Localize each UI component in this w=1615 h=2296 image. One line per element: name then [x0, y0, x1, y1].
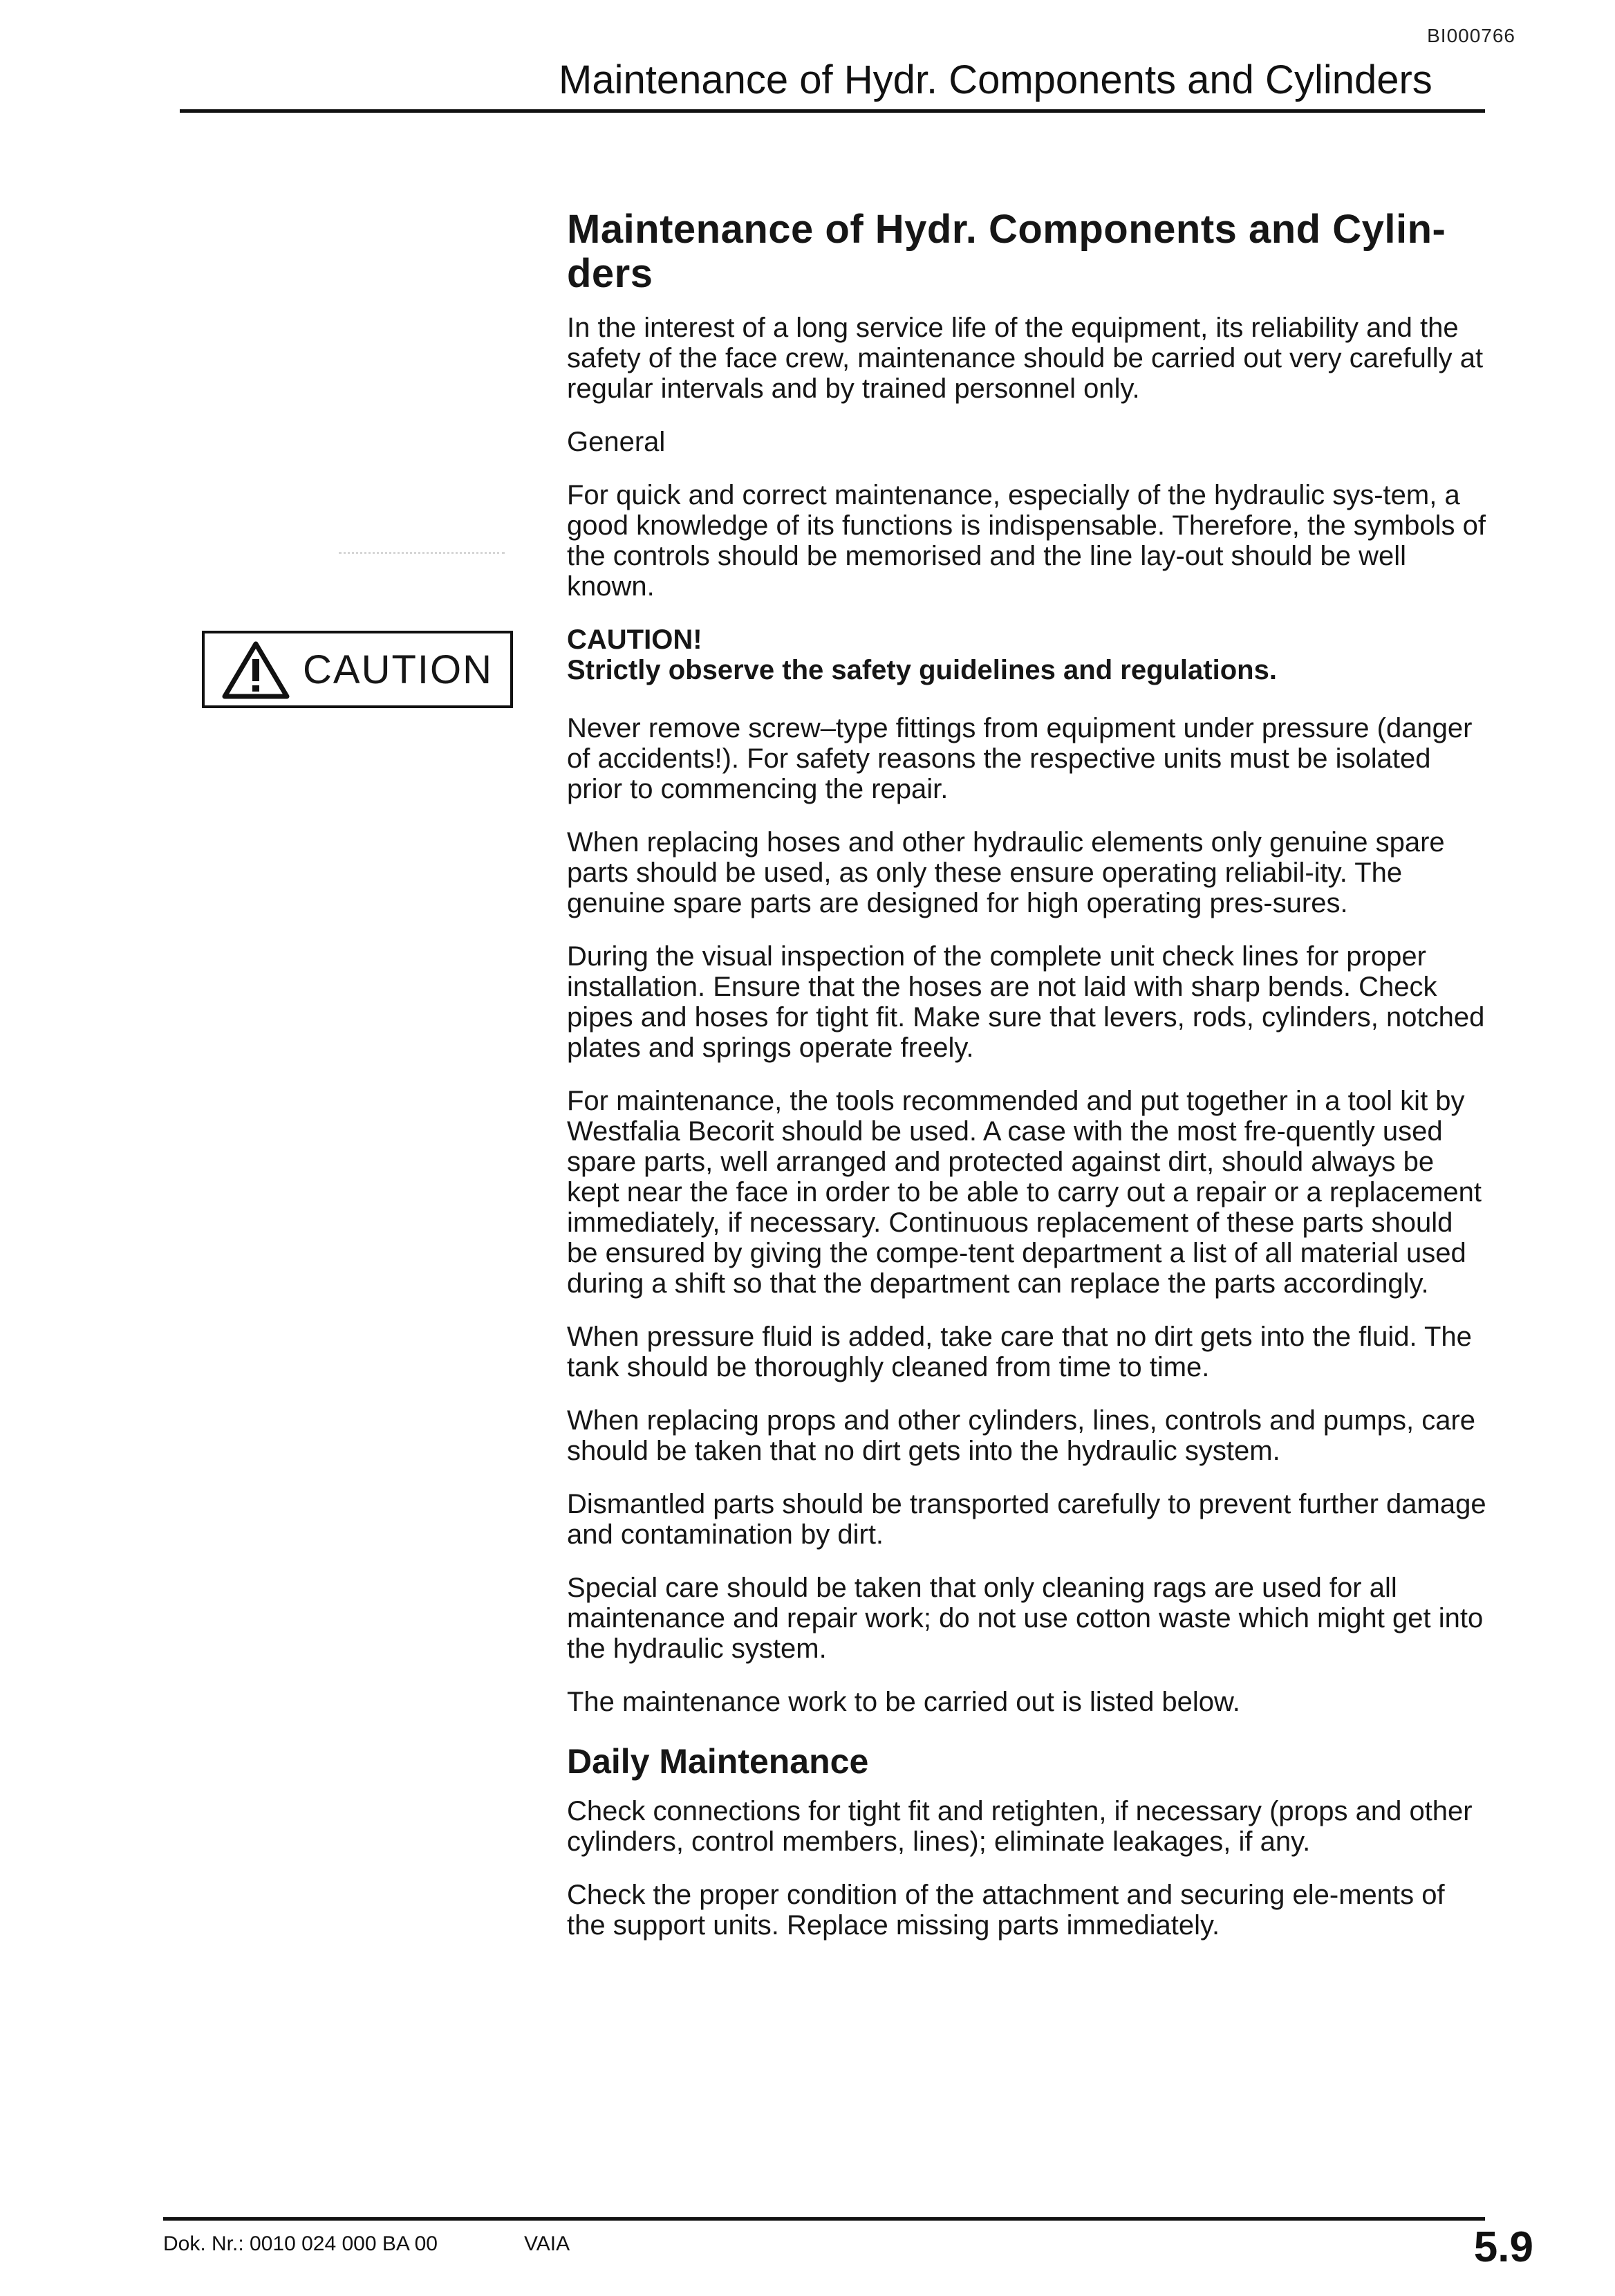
footer-doc-number: Dok. Nr.: 0010 024 000 BA 00	[163, 2232, 438, 2255]
body-paragraph: Special care should be taken that only cleaning rags are used for all maintenance and repair work; do not use cotton waste which might get into the hydraulic system.	[567, 1573, 1484, 1664]
footer-code: VAIA	[524, 2232, 570, 2255]
footer-rule	[163, 2217, 1485, 2221]
page-number: 5.9	[1473, 2223, 1533, 2271]
running-header: Maintenance of Hydr. Components and Cylinders	[559, 57, 1432, 102]
daily-paragraph: Check the proper condition of the attachment and securing ele-ments of the support units. Replace missing parts immediately.	[567, 1880, 1445, 1941]
body-paragraph: When replacing hoses and other hydraulic elements only genuine spare parts should be used, as only these ensure operating reliabil-ity. The genuine spare parts are designed for high operating pres-sures.	[567, 827, 1445, 918]
daily-paragraph: Check connections for tight fit and retighten, if necessary (props and other cylinders, control members, lines); eliminate leakages, if any.	[567, 1796, 1473, 1857]
main-content	[567, 207, 1486, 1963]
caution-notice	[567, 624, 1486, 685]
daily-maintenance-heading: Daily Maintenance	[567, 1742, 869, 1781]
scan-artifact	[339, 552, 505, 557]
intro-paragraph: In the interest of a long service life of the equipment, its reliability and the safety of the face crew, maintenance should be carried out very carefully at regular intervals and by trained personnel only.	[567, 313, 1484, 404]
general-heading: General	[567, 427, 666, 457]
body-paragraph: Never remove screw–type fittings from equipment under pressure (danger of accidents!). For safety reasons the respective units must be isolated prior to commencing the repair.	[567, 713, 1473, 804]
caution-title: CAUTION!	[567, 624, 702, 655]
caution-text: Strictly observe the safety guidelines and regulations.	[567, 655, 1277, 685]
body-paragraph: When pressure fluid is added, take care that no dirt gets into the fluid. The tank should be thoroughly cleaned from time to time.	[567, 1322, 1472, 1382]
page-title: Maintenance of Hydr. Components and Cylin-ders	[567, 207, 1446, 296]
document-id: BI000766	[1427, 25, 1515, 46]
body-paragraph: The maintenance work to be carried out is listed below.	[567, 1687, 1240, 1717]
body-paragraph: When replacing props and other cylinders, lines, controls and pumps, care should be taken that no dirt gets into the hydraulic system.	[567, 1405, 1476, 1466]
general-paragraph: For quick and correct maintenance, especially of the hydraulic sys-tem, a good knowledge of its functions is indispensable. Therefore, the symbols of the controls should be memorised and the line lay-out should be well known.	[567, 480, 1486, 602]
caution-badge	[202, 631, 513, 708]
body-paragraph: Dismantled parts should be transported carefully to prevent further damage and contamination by dirt.	[567, 1489, 1486, 1550]
header-rule	[180, 109, 1485, 113]
body-paragraph: For maintenance, the tools recommended and put together in a tool kit by Westfalia Becorit should be used. A case with the most fre-quently used spare parts, well arranged and protected against dirt, should always be kept near the face in order to be able to carry out a repair or a replacement immediately, if necessary. Continuous replacement of these parts should be ensured by giving the compe-tent department a list of all material used during a shift so that the department can replace the parts accordingly.	[567, 1086, 1482, 1299]
caution-badge-label: CAUTION	[303, 647, 493, 692]
warning-triangle-icon	[221, 640, 290, 699]
body-paragraph: During the visual inspection of the complete unit check lines for proper installation. Ensure that the hoses are not laid with sharp bends. Check pipes and hoses for tight fit. Make sure that levers, rods, cylinders, notched plates and springs operate freely.	[567, 941, 1485, 1063]
